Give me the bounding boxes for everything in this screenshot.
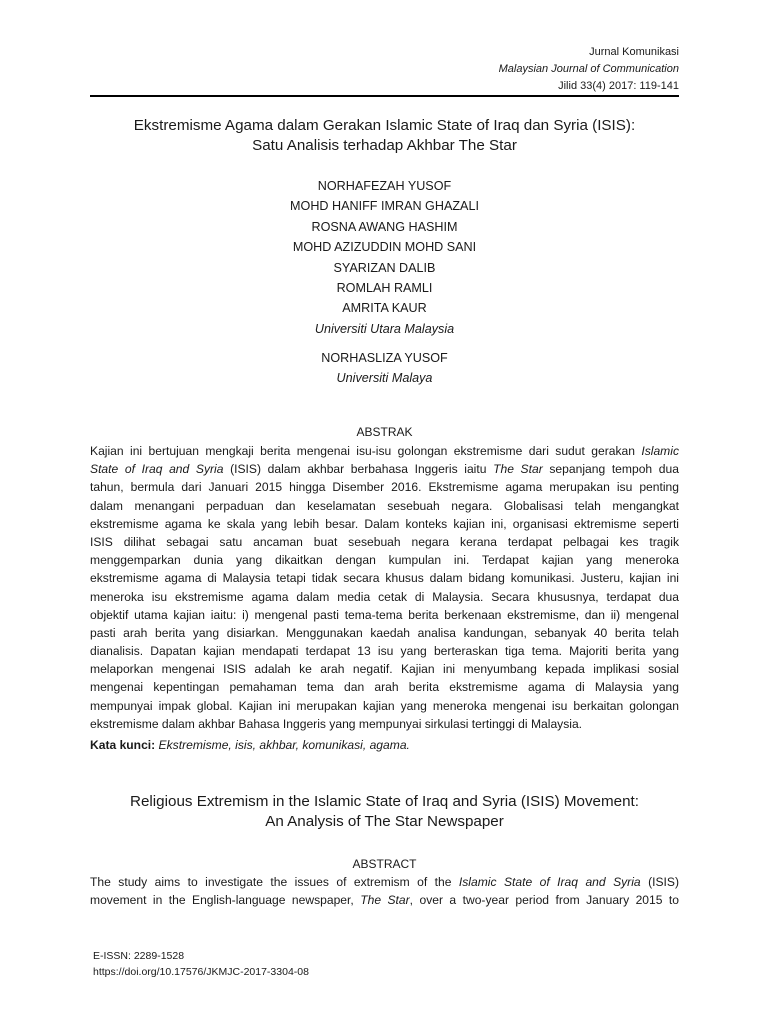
journal-volume: Jilid 33(4) 2017: 119-141 (558, 80, 679, 92)
abstrak-line: melaporkan mengenai ISIS adalah ke arah negatif. Kajian ini menyumbang kepada implikasi sosial (90, 662, 679, 677)
malay-title-line2: Satu Analisis terhadap Akhbar The Star (252, 137, 517, 154)
english-title (90, 792, 679, 832)
abstrak-line: pasti arah berita yang disiarkan. Menggunakan kaedah analisa kandungan, sebanyak 40 berita telah (90, 625, 679, 640)
abstrak-line: mempunyai impak global. Kajian ini merupakan kajian yang meneroka mengenai isu berkaitan golongan (90, 698, 679, 713)
abstrak-line: ekstremisme agama di Malaysia tetapi tidak secara khusus dalam bidang komunikasi. Justeru, kajian ini (90, 571, 679, 586)
abstract-line: movement in the English-language newspaper, The Star, over a two-year period from January 2015 to (90, 893, 679, 908)
author-name: NORHASLIZA YUSOF (321, 351, 448, 365)
abstrak-body (90, 442, 679, 733)
abstrak-line: dianalisis. Dapatan kajian mendapati terdapat 13 isu yang berteraskan tiga tema. Majoriti berita yang (90, 644, 679, 659)
keywords (90, 738, 410, 752)
abstract-heading: ABSTRACT (352, 857, 417, 871)
footer (93, 948, 309, 980)
abstract-line: The study aims to investigate the issues of extremism of the Islamic State of Iraq and Syria (ISIS) (90, 875, 679, 889)
author-name: MOHD AZIZUDDIN MOHD SANI (292, 240, 477, 255)
abstrak-line: mengenai kepentingan pemahaman tema dan arah berita ekstremisme agama di Malaysia yang (90, 680, 679, 695)
abstrak-heading: ABSTRAK (356, 425, 413, 439)
author-name: MOHD HANIFF IMRAN GHAZALI (290, 199, 479, 214)
affiliation: Universiti Malaya (336, 371, 433, 385)
malay-title-line1: Ekstremisme Agama dalam Gerakan Islamic State of Iraq dan Syria (ISIS): (133, 117, 636, 134)
affiliation: Universiti Utara Malaysia (314, 321, 455, 336)
abstract-body (90, 873, 679, 909)
abstrak-line: State of Iraq and Syria (ISIS) dalam akhbar berbahasa Inggeris iaitu The Star sepanjang tempoh dua (90, 462, 679, 477)
author-name: AMRITA KAUR (342, 301, 427, 316)
abstrak-line: menggemparkan dunia yang dikaitkan dengan kumpulan ini. Terdapat kajian yang meneroka (90, 553, 679, 568)
abstrak-line: Kajian ini bertujuan mengkaji berita mengenai isu-isu golongan ekstremisme dari sudut gerakan Islamic (90, 444, 679, 458)
author-name: NORHAFEZAH YUSOF (317, 179, 452, 193)
keywords-text: Ekstremisme, isis, akhbar, komunikasi, agama. (155, 738, 410, 752)
doi-link[interactable]: https://doi.org/10.17576/JKMJC-2017-3304-08 (93, 966, 309, 978)
journal-english-name: Malaysian Journal of Communication (498, 63, 679, 75)
author-name: SYARIZAN DALIB (333, 260, 436, 275)
second-author-block (90, 348, 679, 388)
abstrak-line: ISIS dilihat sebagai satu ancaman buat sesebuah negara kerana terdapat pelbagai kes tragik (90, 534, 679, 549)
eissn: E-ISSN: 2289-1528 (93, 950, 185, 962)
abstrak-line: meneroka isu ekstremisme agama dalam media cetak di Malaysia. Secara khususnya, terdapat dua (90, 589, 679, 604)
abstrak-line: ekstremisme dalam akhbar Bahasa Inggeris yang mempunyai sirkulasi tertinggi di Malaysia. (90, 716, 583, 731)
abstrak-line: dalam menangani perpaduan dan keselamatan sesebuah negara. Globalisasi telah mengangkat (90, 498, 679, 513)
author-name: ROSNA AWANG HASHIM (311, 219, 458, 234)
abstrak-line: objektif utama kajian iaitu: i) mengenal pasti tema-tema berita berkenaan ekstremisme, dan ii) mengenal (90, 607, 679, 622)
keywords-label: Kata kunci: (90, 738, 156, 752)
author-list (90, 176, 679, 339)
author-name: ROMLAH RAMLI (336, 281, 433, 296)
malay-title (90, 116, 679, 156)
journal-name: Jurnal Komunikasi (589, 46, 679, 58)
english-title-line2: An Analysis of The Star Newspaper (265, 813, 504, 830)
abstrak-line: ekstremisme agama ke skala yang lebih besar. Dalam konteks kajian ini, organisasi ektremisme seperti (90, 516, 679, 531)
english-title-line1: Religious Extremism in the Islamic State of Iraq and Syria (ISIS) Movement: (130, 793, 639, 810)
abstrak-line: tahun, bermula dari Januari 2015 hingga Disember 2016. Ekstremisme agama merupakan isu penting (90, 480, 679, 495)
header-rule (90, 95, 679, 97)
journal-header (499, 44, 679, 95)
